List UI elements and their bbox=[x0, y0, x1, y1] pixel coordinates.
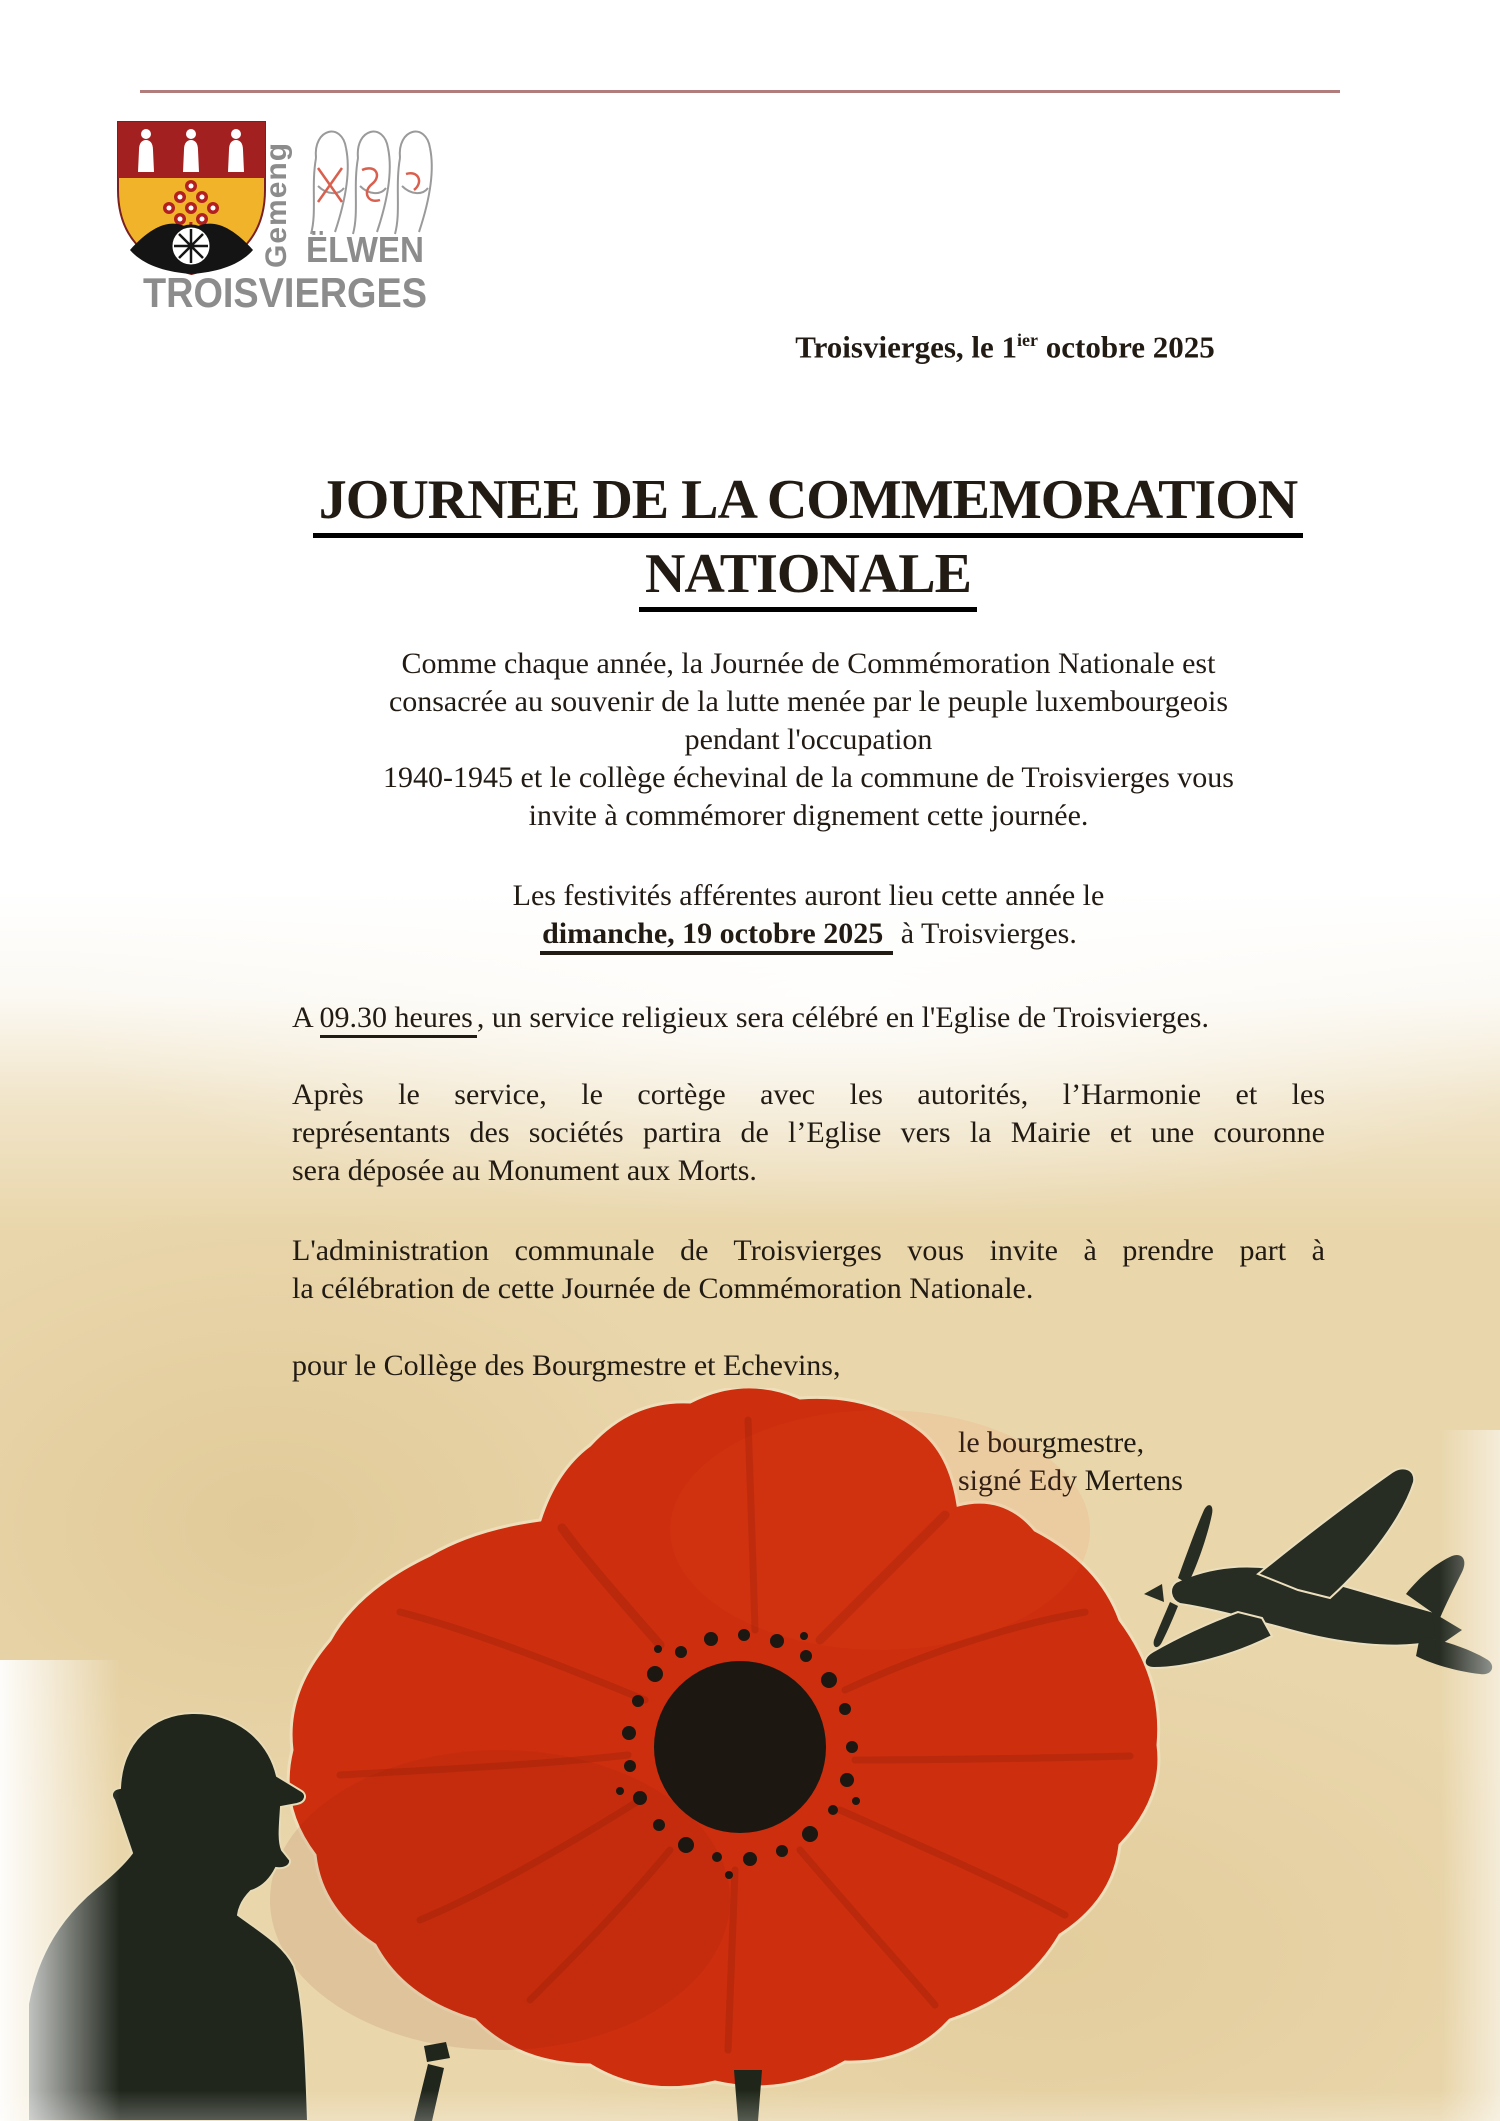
poppy-flower bbox=[270, 1388, 1159, 2121]
header-accent-line bbox=[140, 90, 1340, 93]
logo-elwen-label: ËLWEN bbox=[306, 229, 424, 270]
red-accent-strokes bbox=[318, 168, 419, 202]
left-edge-fade bbox=[0, 1660, 120, 2121]
commune-logo bbox=[110, 110, 450, 340]
page-title bbox=[58, 464, 1500, 612]
logo-troisvierges-label: TROISVIERGES bbox=[143, 269, 427, 316]
college-paragraph: pour le Collège des Bourgmestre et Echevins, bbox=[292, 1349, 841, 1382]
signature-name: signé Edy Mertens bbox=[958, 1464, 1183, 1497]
event-date-emphasis: dimanche, 19 octobre 2025 bbox=[540, 918, 893, 955]
bottom-edge-fade bbox=[0, 2090, 1500, 2121]
service-time-emphasis: 09.30 heures bbox=[320, 1002, 477, 1038]
service-time-paragraph: A 09.30 heures , un service religieux sera célébré en l'Eglise de Troisvierges. bbox=[292, 999, 1325, 1038]
logo-gemeng-label: Gemeng bbox=[260, 141, 293, 268]
intro-paragraph: Comme chaque année, la Journée de Commémoration Nationale est consacrée au souvenir de la lutte menée par le peuple luxembourgeois pendant l'occupation 1940-1945 et le collège échevinal de la commune de Troisvierges vous invite à commémorer dignement cette journée. bbox=[383, 647, 1234, 832]
poppy-center bbox=[654, 1661, 826, 1833]
title-line-1: JOURNEE DE LA COMMEMORATION bbox=[313, 471, 1303, 538]
signature-role: le bourgmestre, bbox=[958, 1426, 1145, 1459]
festivities-paragraph: Les festivités afférentes auront lieu cette année le dimanche, 19 octobre 2025 à Troisvierges. bbox=[292, 877, 1325, 955]
right-edge-fade bbox=[1440, 1430, 1500, 2121]
invitation-paragraph: L'administration communale de Troisvierges vous invite à prendre part à la célébration de cette Journée de Commémoration Nationale. bbox=[292, 1234, 1325, 1305]
coat-of-arms-icon bbox=[110, 110, 450, 340]
title-line-2: NATIONALE bbox=[639, 545, 977, 612]
remembrance-illustration bbox=[0, 1388, 1500, 2121]
date-line: Troisvierges, le $1^{ier}$ octobre 2025 bbox=[795, 329, 1215, 365]
cortege-paragraph: Après le service, le cortège avec les autorités, l’Harmonie et les représentants des sociétés partira de l’Eglise vers la Mairie et une couronne sera déposée au Monument aux Morts. bbox=[292, 1078, 1325, 1187]
date-ordinal-sup: ier bbox=[1017, 330, 1038, 350]
